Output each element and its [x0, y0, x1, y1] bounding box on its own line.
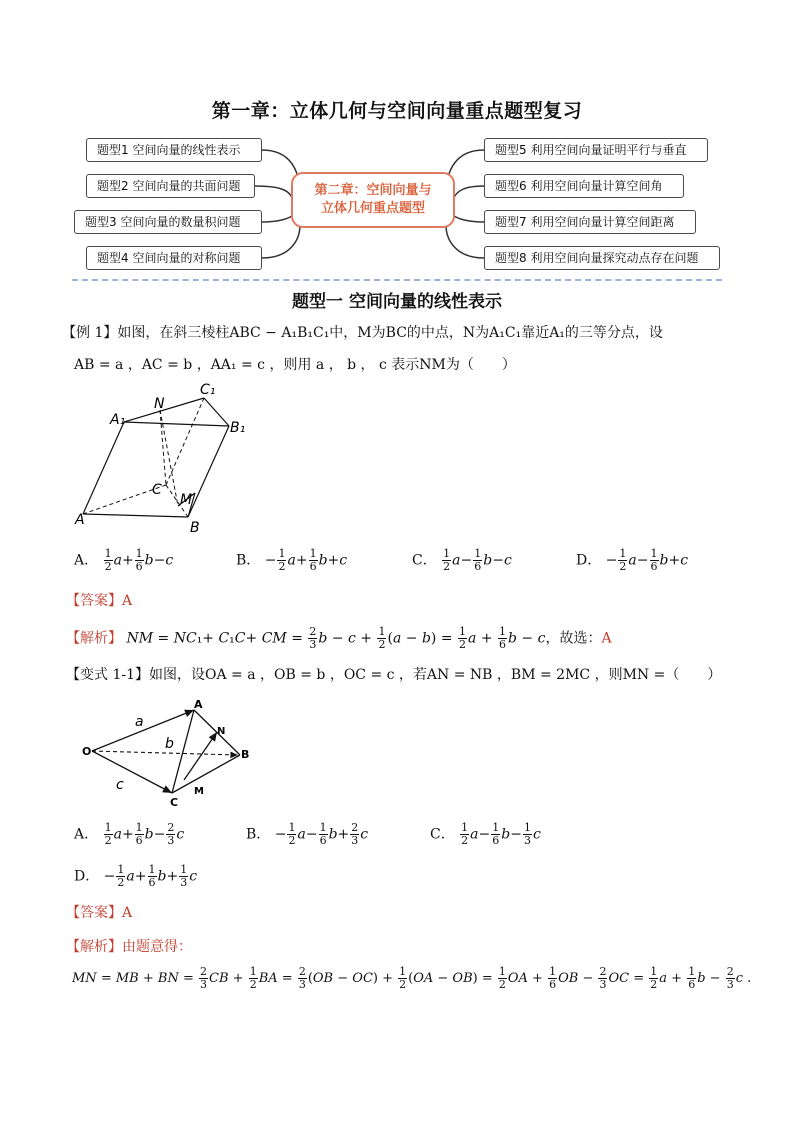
option-b-letter: B． — [236, 552, 261, 569]
vector-figure — [80, 696, 270, 816]
v-analysis-label: 【解析】 — [66, 939, 122, 955]
mindmap-left-item-4: 题型4 空间向量的对称问题 — [86, 246, 262, 270]
variant1-analysis-head — [66, 936, 192, 958]
example1-option-d: D． − $\frac{1}{2}$ a− $\frac{1}{6}$ b+c — [576, 547, 689, 573]
label-O: O — [82, 745, 92, 758]
label-C1: C₁ — [200, 382, 216, 398]
example1-analysis: 【解析】 NM = NC₁+ C₁C+ CM = $\frac{2}{3}$ b − c + $\frac{1}{2}$ (a − b) = $\frac{1}{2}$ a + $\frac{1}{6}$ b − c，故选：A — [66, 625, 612, 651]
v-analysis-text: 由题意得： — [122, 939, 192, 955]
label-B: B — [241, 748, 250, 761]
mindmap-left-item-3: 题型3 空间向量的数量积问题 — [74, 210, 262, 234]
variant1-prefix: 【变式 1-1】 — [66, 667, 149, 683]
mindmap-right-item-5: 题型5 利用空间向量证明平行与垂直 — [484, 138, 708, 162]
label-C: C — [152, 482, 162, 498]
mindmap-center-line2: 立体几何重点题型 — [320, 201, 425, 216]
example1-option-a: A． $\frac{1}{2}$ a+ $\frac{1}{6}$ b−c — [74, 547, 174, 573]
variant1-option-c: C． $\frac{1}{2}$ a− $\frac{1}{6}$ b− $\frac{1}{3}$ c — [430, 821, 541, 847]
variant1-option-b: B． − $\frac{1}{2}$ a− $\frac{1}{6}$ b+ $\frac{2}{3}$ c — [246, 821, 369, 847]
mindmap-right-item-7: 题型7 利用空间向量计算空间距离 — [484, 210, 696, 234]
example1-line2: AB = a ，AC = b ，AA₁ = c ，则用 a ， b ， c 表示NM为（ ） — [74, 357, 516, 373]
answer-label: 【答案】 — [66, 593, 122, 609]
label-A: A — [75, 512, 85, 528]
option-d-letter: D． — [576, 552, 602, 569]
analysis-tail: ，故选： — [545, 630, 602, 647]
v-option-b-letter: B． — [246, 826, 271, 843]
prism-figure — [70, 380, 260, 540]
option-c-letter: C． — [412, 552, 437, 569]
v-option-c-letter: C． — [430, 826, 455, 843]
option-a-letter: A． — [74, 552, 99, 569]
label-N: N — [217, 726, 226, 737]
variant1-analysis-formula: MN = MB + BN = $\frac{2}{3}$ CB + $\frac{1}{2}$ BA = $\frac{2}{3}$ (OB − OC) + $\frac{1}{2}$ (OA − OB) = $\frac{1}{2}$ OA + $\frac{1}{6}$ OB − $\frac{2}{3}$ OC = $\frac{1}{2}$ a + $\frac{1}{6}$ b − $\frac{2}{3}$ c . — [72, 965, 752, 991]
label-N: N — [154, 396, 165, 412]
mindmap-right-item-6: 题型6 利用空间向量计算空间角 — [484, 174, 684, 198]
v-option-a-letter: A． — [74, 826, 99, 843]
mindmap-center — [291, 172, 455, 228]
label-M: M — [180, 492, 193, 508]
label-vec-b: b — [165, 736, 174, 752]
label-B1: B₁ — [230, 420, 246, 436]
variant1-option-a: A． $\frac{1}{2}$ a+ $\frac{1}{6}$ b− $\frac{2}{3}$ c — [74, 821, 185, 847]
mindmap-right-item-8: 题型8 利用空间向量探究动点存在问题 — [484, 246, 720, 270]
analysis-choice: A — [601, 630, 612, 647]
analysis-label: 【解析】 — [66, 630, 122, 647]
v-answer-value: A — [122, 905, 133, 921]
label-B: B — [190, 520, 200, 536]
mindmap-left-item-1: 题型1 空间向量的线性表示 — [86, 138, 262, 162]
label-C: C — [170, 796, 179, 809]
mindmap-center-line1: 第二章：空间向量与 — [314, 183, 432, 198]
v-option-d-letter: D． — [74, 868, 100, 885]
label-vec-c: c — [116, 777, 124, 793]
example1-line1 — [62, 322, 663, 344]
example1-prefix: 【例 1】 — [62, 325, 118, 341]
label-M: M — [194, 786, 204, 797]
label-A1: A₁ — [110, 412, 126, 428]
variant1-option-d: D． − $\frac{1}{2}$ a+ $\frac{1}{6}$ b+ $\frac{1}{3}$ c — [74, 863, 198, 889]
example1-option-c: C． $\frac{1}{2}$ a− $\frac{1}{6}$ b−c — [412, 547, 512, 573]
variant1-text: 如图，设OA = a ，OB = b ，OC = c ，若AN = NB ，BM = 2MC ，则MN =（ ） — [149, 667, 722, 683]
variant1-line — [66, 664, 721, 686]
answer-value: A — [122, 593, 133, 609]
variant1-answer — [66, 902, 132, 924]
label-A: A — [194, 698, 203, 711]
section-title: 题型一 空间向量的线性表示 — [292, 292, 502, 312]
v-answer-label: 【答案】 — [66, 905, 122, 921]
label-vec-a: a — [135, 714, 144, 730]
example1-option-b: B． − $\frac{1}{2}$ a+ $\frac{1}{6}$ b+c — [236, 547, 348, 573]
page-title: 第一章：立体几何与空间向量重点题型复习 — [211, 100, 583, 122]
section-divider — [72, 279, 722, 281]
example1-text-line1: 如图，在斜三棱柱ABC − A₁B₁C₁中，M为BC的中点，N为A₁C₁靠近A₁的三等分点，设 — [117, 325, 663, 341]
example1-answer — [66, 590, 132, 612]
mindmap-left-item-2: 题型2 空间向量的共面问题 — [86, 174, 255, 198]
